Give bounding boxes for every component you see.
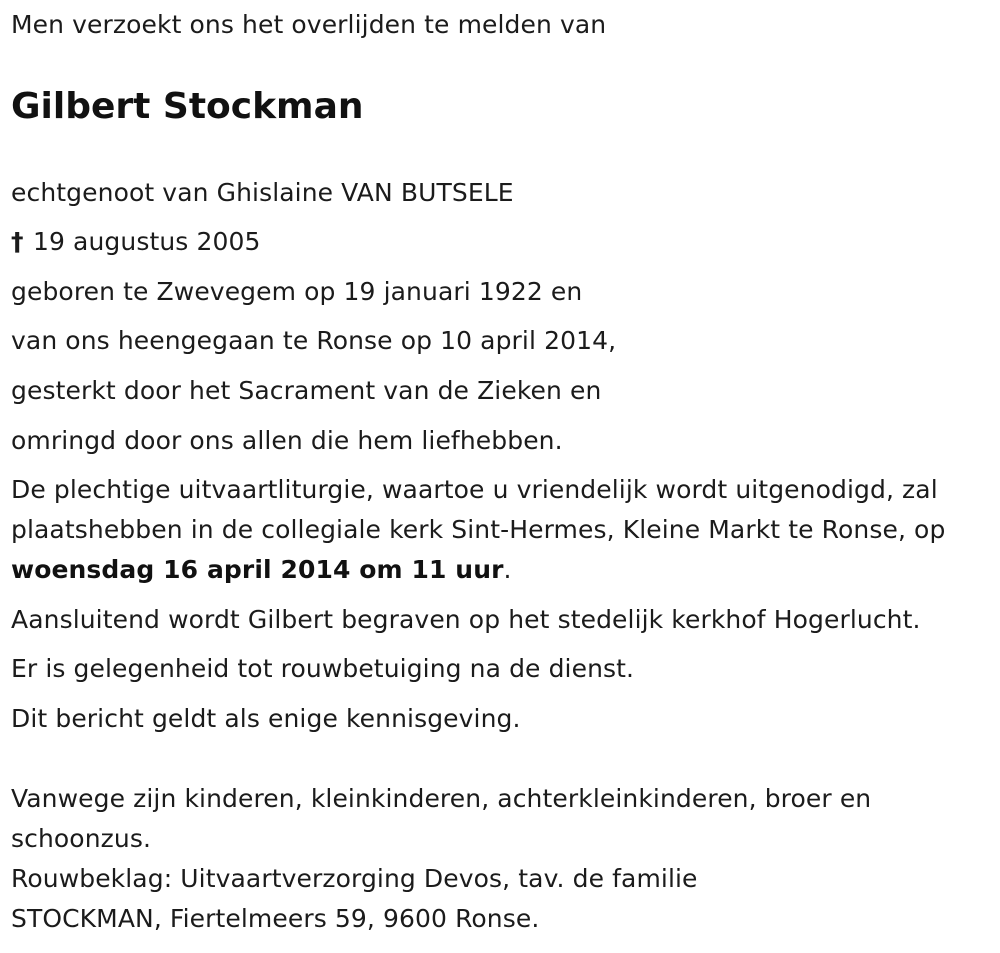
spouse-death-line — [11, 222, 261, 262]
liturgy-date: woensdag 16 april 2014 om 11 uur — [11, 555, 504, 584]
intro-text: Men verzoekt ons het overlijden te melden van — [11, 10, 607, 39]
liturgy-line-1: De plechtige uitvaartliturgie, waartoe u vriendelijk wordt uitgenodigd, zal — [11, 475, 938, 504]
only-notice-text: Dit bericht geldt als enige kennisgeving. — [11, 704, 521, 733]
family-line-2: schoonzus. — [11, 824, 151, 853]
spouse-text: echtgenoot van Ghislaine VAN BUTSELE — [11, 178, 514, 207]
burial-text: Aansluitend wordt Gilbert begraven op het stedelijk kerkhof Hogerlucht. — [11, 605, 921, 634]
liturgy-line-3 — [11, 550, 512, 590]
sacrament-text: gesterkt door het Sacrament van de Zieken en — [11, 376, 602, 405]
address-line-1: Rouwbeklag: Uitvaartverzorging Devos, tav. de familie — [11, 864, 698, 893]
cross-icon: † — [11, 227, 24, 256]
liturgy-end: . — [503, 555, 512, 584]
family-line-1: Vanwege zijn kinderen, kleinkinderen, achterkleinkinderen, broer en — [11, 784, 872, 813]
deceased-name: Gilbert Stockman — [11, 86, 364, 127]
born-text: geboren te Zwevegem op 19 januari 1922 en — [11, 277, 583, 306]
spouse-death-date: 19 augustus 2005 — [33, 227, 261, 256]
surrounded-text: omringd door ons allen die hem liefhebben. — [11, 426, 563, 455]
liturgy-line-2: plaatshebben in de collegiale kerk Sint-Hermes, Kleine Markt te Ronse, op — [11, 515, 946, 544]
died-text: van ons heengegaan te Ronse op 10 april 2014, — [11, 326, 617, 355]
condolence-text: Er is gelegenheid tot rouwbetuiging na de dienst. — [11, 654, 635, 683]
address-line-2: STOCKMAN, Fiertelmeers 59, 9600 Ronse. — [11, 904, 540, 933]
